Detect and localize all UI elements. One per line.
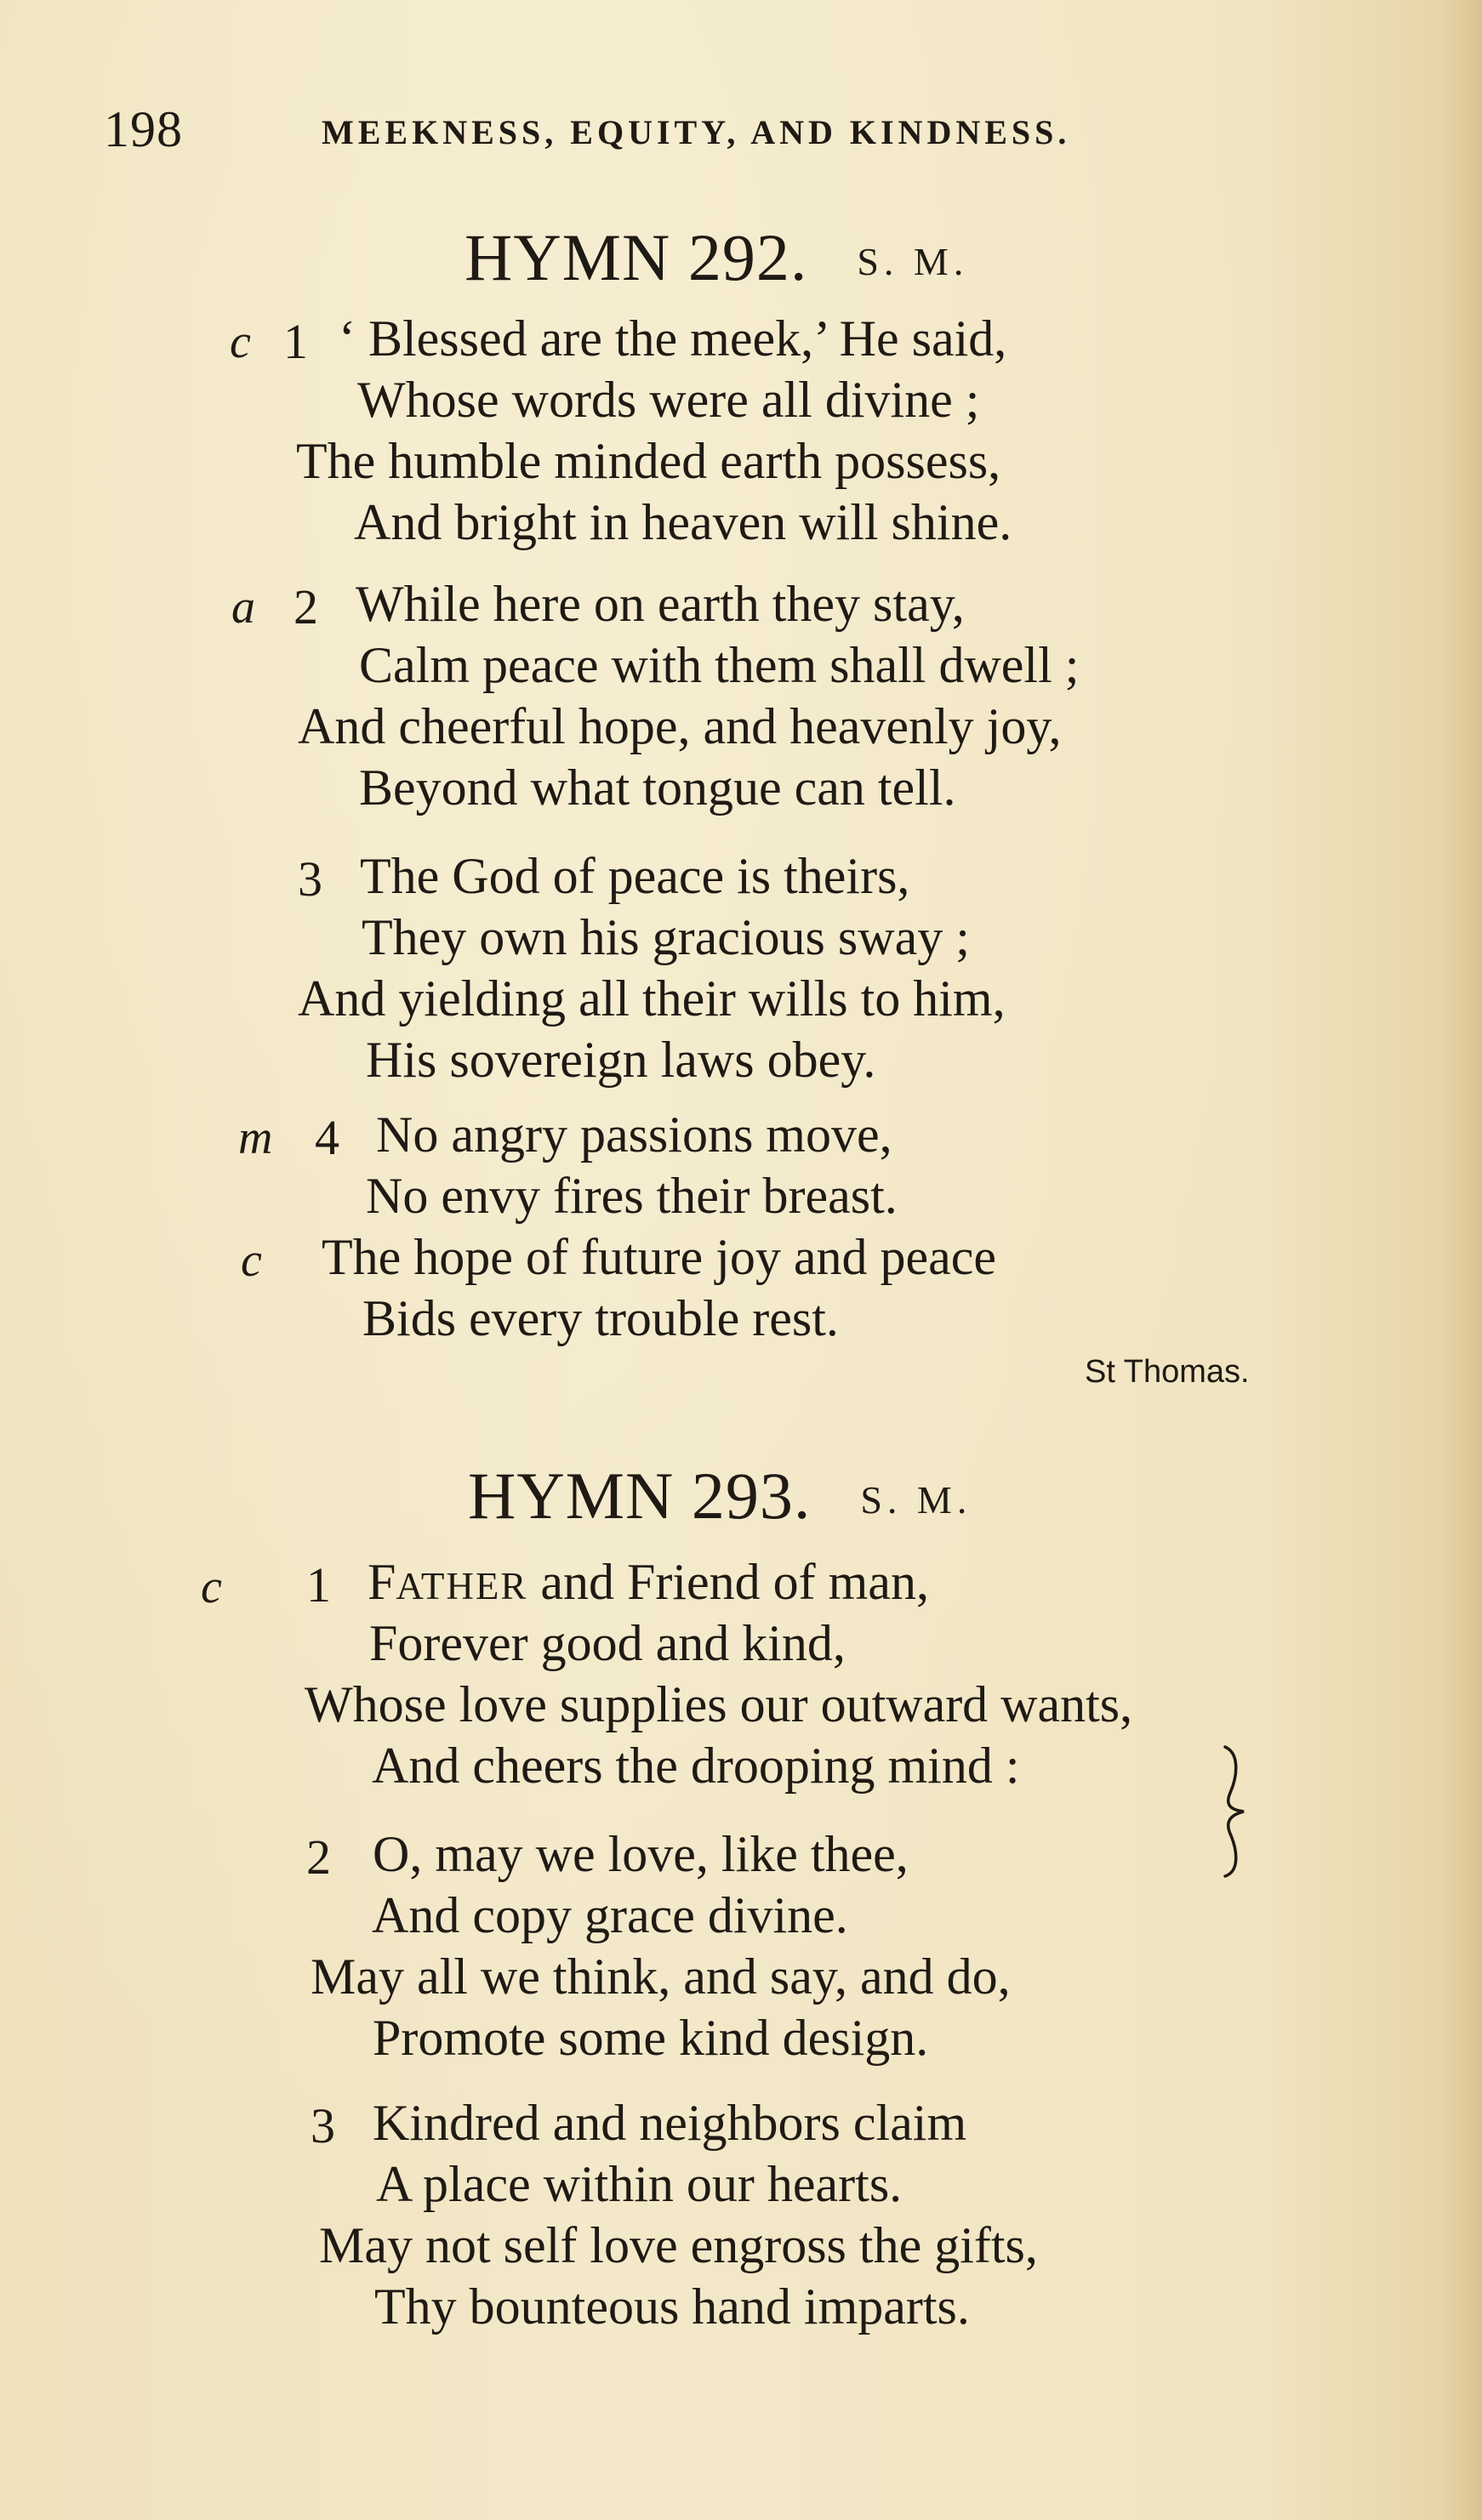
hymn-292-meter: S. M. <box>857 240 969 283</box>
stanza-number: 3 <box>311 2098 335 2153</box>
verse-line: Calm peace with them shall dwell ; <box>359 637 1080 693</box>
page-number: 198 <box>104 101 183 157</box>
stanza-number: 4 <box>315 1110 339 1165</box>
stanza-number: 3 <box>298 851 322 907</box>
verse-line: Promote some kind design. <box>373 2010 929 2066</box>
hymn-292-number: HYMN 292. <box>465 220 808 294</box>
verse-line: And cheers the drooping mind : <box>372 1738 1020 1794</box>
stanza-number: 1 <box>306 1557 331 1613</box>
verse-line: A place within our hearts. <box>376 2156 903 2212</box>
verse-line: Kindred and neighbors claim <box>373 2095 967 2151</box>
performance-mark: c <box>230 316 251 368</box>
verse-line: No angry passions move, <box>376 1106 892 1163</box>
small-caps-word: ATHER <box>396 1565 528 1607</box>
performance-mark: a <box>231 581 255 634</box>
verse-line: His sovereign laws obey. <box>366 1032 876 1088</box>
verse-line: The humble minded earth possess, <box>296 433 1001 489</box>
verse-line: Whose love supplies our outward wants, <box>305 1676 1133 1732</box>
performance-mark: m <box>238 1112 273 1164</box>
verse-line <box>368 1553 929 1612</box>
running-head: MEEKNESS, EQUITY, AND KINDNESS. <box>322 113 1071 151</box>
stanza-number: 2 <box>294 579 318 634</box>
verse-line: And yielding all their wills to him, <box>298 970 1006 1027</box>
verse-line: ‘ Blessed are the meek,’ He said, <box>339 310 1007 367</box>
hymn-293-meter: S. M. <box>860 1478 972 1522</box>
performance-mark: c <box>241 1234 262 1287</box>
verse-line: No envy fires their breast. <box>366 1168 898 1224</box>
verse-line: May not self love engross the gifts, <box>319 2217 1038 2273</box>
verse-line: The hope of future joy and peace <box>322 1229 996 1285</box>
verse-line: The God of peace is theirs, <box>360 848 910 904</box>
verse-line-rest: and Friend of man, <box>527 1554 929 1610</box>
verse-line: And cheerful hope, and heavenly joy, <box>298 698 1062 754</box>
verse-line: Beyond what tongue can tell. <box>359 759 956 816</box>
brace-icon <box>1218 1744 1252 1880</box>
verse-line: Bids every trouble rest. <box>362 1290 839 1346</box>
hymn-292-title <box>465 219 968 296</box>
verse-line: And bright in heaven will shine. <box>354 494 1012 550</box>
performance-mark: c <box>201 1561 222 1613</box>
stanza-number: 1 <box>283 314 308 369</box>
verse-line: Forever good and kind, <box>369 1615 846 1671</box>
verse-line: While here on earth they stay, <box>356 576 965 632</box>
verse-line: O, may we love, like thee, <box>373 1826 909 1882</box>
stanza-number: 2 <box>306 1829 331 1885</box>
drop-initial: F <box>368 1554 396 1610</box>
verse-line: They own his gracious sway ; <box>362 909 970 965</box>
verse-line: May all we think, and say, and do, <box>311 1948 1011 2005</box>
hymn-293-title <box>468 1458 972 1534</box>
hymn-293-number: HYMN 293. <box>468 1459 812 1533</box>
verse-line: And copy grace divine. <box>372 1887 848 1943</box>
tune-name: St Thomas. <box>1085 1354 1250 1390</box>
verse-line: Whose words were all divine ; <box>357 372 980 428</box>
verse-line: Thy bounteous hand imparts. <box>374 2278 970 2335</box>
